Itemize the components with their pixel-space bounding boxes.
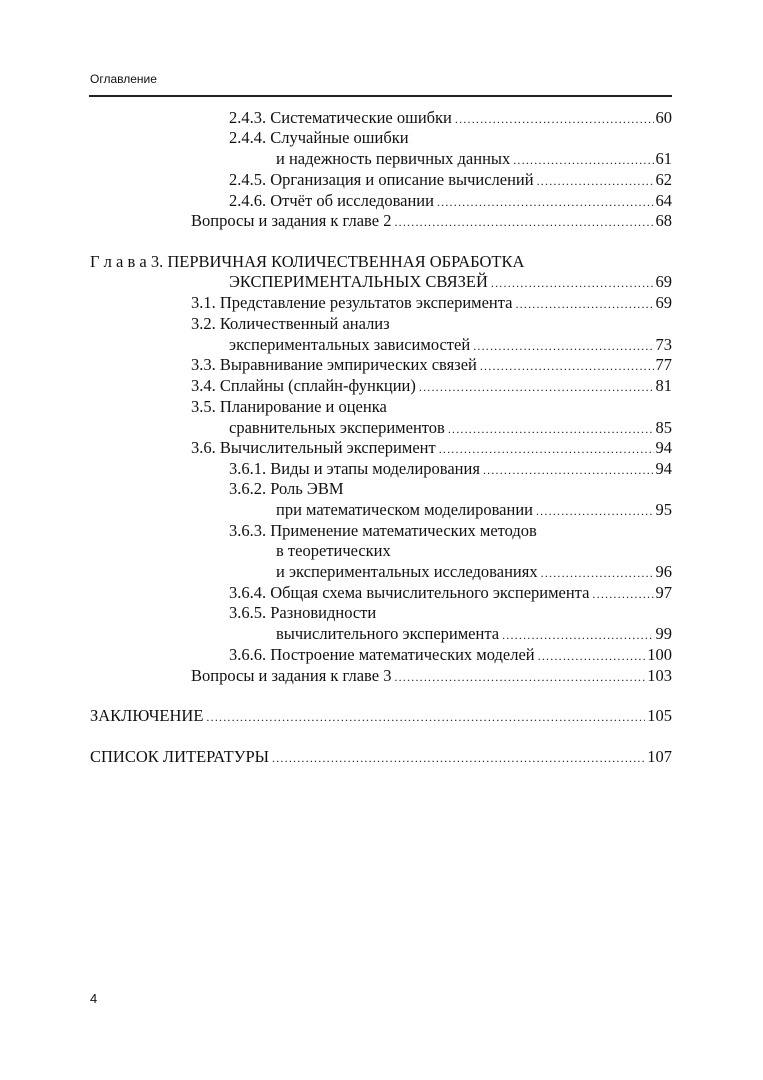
toc-entry-page: 60: [655, 108, 672, 127]
toc-entry[interactable]: [229, 272, 672, 294]
toc-entry-page: 107: [647, 747, 672, 766]
toc-entry-title: 2.4.3. Систематические ошибки: [229, 108, 452, 127]
toc-leader-dots: [592, 587, 653, 602]
toc-entry[interactable]: [191, 666, 672, 688]
toc-entry[interactable]: [229, 583, 672, 605]
header-rule: [89, 95, 672, 97]
toc-entry[interactable]: [229, 521, 537, 543]
toc-entry-title: 3.3. Выравнивание эмпирических связей: [191, 355, 477, 374]
toc-leader-dots: [206, 710, 645, 725]
toc-entry-title: 3.6.2. Роль ЭВМ: [229, 479, 344, 498]
toc-entry-title: 3.1. Представление результатов эксперимента: [191, 293, 513, 312]
toc-entry[interactable]: [229, 479, 344, 501]
toc-entry-page: 62: [655, 170, 672, 189]
toc-leader-dots: [491, 276, 654, 291]
toc-entry[interactable]: [276, 624, 672, 646]
toc-leader-dots: [502, 628, 653, 643]
toc-entry[interactable]: [229, 128, 409, 150]
toc-entry-page: 96: [655, 562, 672, 581]
toc-entry[interactable]: [90, 706, 672, 728]
toc-entry-title: экспериментальных зависимостей: [229, 335, 471, 354]
page-number: 4: [90, 991, 98, 1006]
toc-leader-dots: [437, 195, 654, 210]
toc-entry-title: ЭКСПЕРИМЕНТАЛЬНЫХ СВЯЗЕЙ: [229, 272, 488, 291]
toc-entry-title: 3.6.5. Разновидности: [229, 603, 377, 622]
toc-entry-title: вычислительного эксперимента: [276, 624, 500, 643]
toc-entry-page: 94: [655, 459, 672, 478]
toc-leader-dots: [455, 112, 654, 127]
toc-entry-title: Г л а в а 3. ПЕРВИЧНАЯ КОЛИЧЕСТВЕННАЯ ОБРАБОТКА: [90, 252, 525, 271]
toc-entry-title: 2.4.4. Случайные ошибки: [229, 128, 409, 147]
toc-entry-page: 95: [655, 500, 672, 519]
toc-entry[interactable]: [191, 355, 672, 377]
toc-leader-dots: [439, 442, 654, 457]
toc-leader-dots: [483, 463, 654, 478]
toc-entry[interactable]: [276, 149, 672, 171]
toc-entry-title: 3.6.4. Общая схема вычислительного эксперимента: [229, 583, 590, 602]
toc-entry[interactable]: [229, 418, 672, 440]
toc-entry[interactable]: [90, 747, 672, 769]
toc-entry-page: 105: [647, 706, 672, 725]
toc-entry-title: 3.4. Сплайны (сплайн-функции): [191, 376, 416, 395]
toc-entry[interactable]: [276, 562, 672, 584]
toc-entry-page: 64: [655, 191, 672, 210]
toc-entry[interactable]: [229, 645, 672, 667]
toc-leader-dots: [480, 359, 654, 374]
toc-entry[interactable]: [191, 438, 672, 460]
toc-leader-dots: [419, 380, 654, 395]
toc-entry[interactable]: [191, 314, 390, 336]
toc-entry-page: 85: [655, 418, 672, 437]
toc-leader-dots: [513, 153, 653, 168]
toc-entry-page: 100: [647, 645, 672, 664]
toc-entry-title: 3.6.1. Виды и этапы моделирования: [229, 459, 480, 478]
toc-entry-page: 69: [655, 272, 672, 291]
toc-entry-title: 3.2. Количественный анализ: [191, 314, 390, 333]
toc-entry-title: 3.5. Планирование и оценка: [191, 397, 387, 416]
toc-entry-title: 3.6.6. Построение математических моделей: [229, 645, 535, 664]
toc-leader-dots: [537, 174, 654, 189]
toc-entry-page: 99: [655, 624, 672, 643]
toc-entry[interactable]: [90, 252, 524, 274]
toc-entry[interactable]: [191, 376, 672, 398]
toc-entry-title: 3.6.3. Применение математических методов: [229, 521, 537, 540]
toc-leader-dots: [394, 670, 645, 685]
toc-leader-dots: [536, 504, 654, 519]
toc-entry-page: 103: [647, 666, 672, 685]
toc-leader-dots: [538, 649, 646, 664]
toc-entry-page: 68: [655, 211, 672, 230]
toc-entry-title: СПИСОК ЛИТЕРАТУРЫ: [90, 747, 270, 766]
toc-entry-title: Вопросы и задания к главе 3: [191, 666, 392, 685]
toc-entry-page: 81: [655, 376, 672, 395]
toc-entry-page: 77: [655, 355, 672, 374]
toc-entry-page: 61: [655, 149, 672, 168]
toc-entry[interactable]: [229, 170, 672, 192]
toc-entry-title: при математическом моделировании: [276, 500, 533, 519]
toc-leader-dots: [448, 422, 654, 437]
toc-leader-dots: [394, 215, 653, 230]
toc-entry-title: в теоретических: [276, 541, 391, 560]
toc-entry-title: 2.4.6. Отчёт об исследовании: [229, 191, 434, 210]
toc-entry-title: 2.4.5. Организация и описание вычислений: [229, 170, 534, 189]
toc-entry[interactable]: [191, 293, 672, 315]
toc-entry-page: 97: [655, 583, 672, 602]
toc-entry[interactable]: [229, 108, 672, 130]
toc-entry[interactable]: [191, 211, 672, 233]
toc-entry[interactable]: [276, 541, 391, 563]
toc-entry[interactable]: [191, 397, 387, 419]
toc-entry-page: 69: [655, 293, 672, 312]
toc-entry-page: 94: [655, 438, 672, 457]
toc-leader-dots: [515, 297, 653, 312]
toc-entry-title: и надежность первичных данных: [276, 149, 511, 168]
toc-entry-title: Вопросы и задания к главе 2: [191, 211, 392, 230]
toc-entry[interactable]: [229, 335, 672, 357]
toc-entry-title: 3.6. Вычислительный эксперимент: [191, 438, 436, 457]
toc-entry-title: сравнительных экспериментов: [229, 418, 445, 437]
toc-entry-title: и экспериментальных исследованиях: [276, 562, 538, 581]
toc-leader-dots: [473, 339, 653, 354]
toc-entry[interactable]: [229, 191, 672, 213]
toc-leader-dots: [272, 751, 645, 766]
running-head: Оглавление: [90, 72, 157, 86]
toc-leader-dots: [541, 566, 654, 581]
toc-entry-title: ЗАКЛЮЧЕНИЕ: [90, 706, 204, 725]
toc-entry[interactable]: [276, 500, 672, 522]
toc-entry[interactable]: [229, 603, 376, 625]
toc-entry-page: 73: [655, 335, 672, 354]
toc-entry[interactable]: [229, 459, 672, 481]
